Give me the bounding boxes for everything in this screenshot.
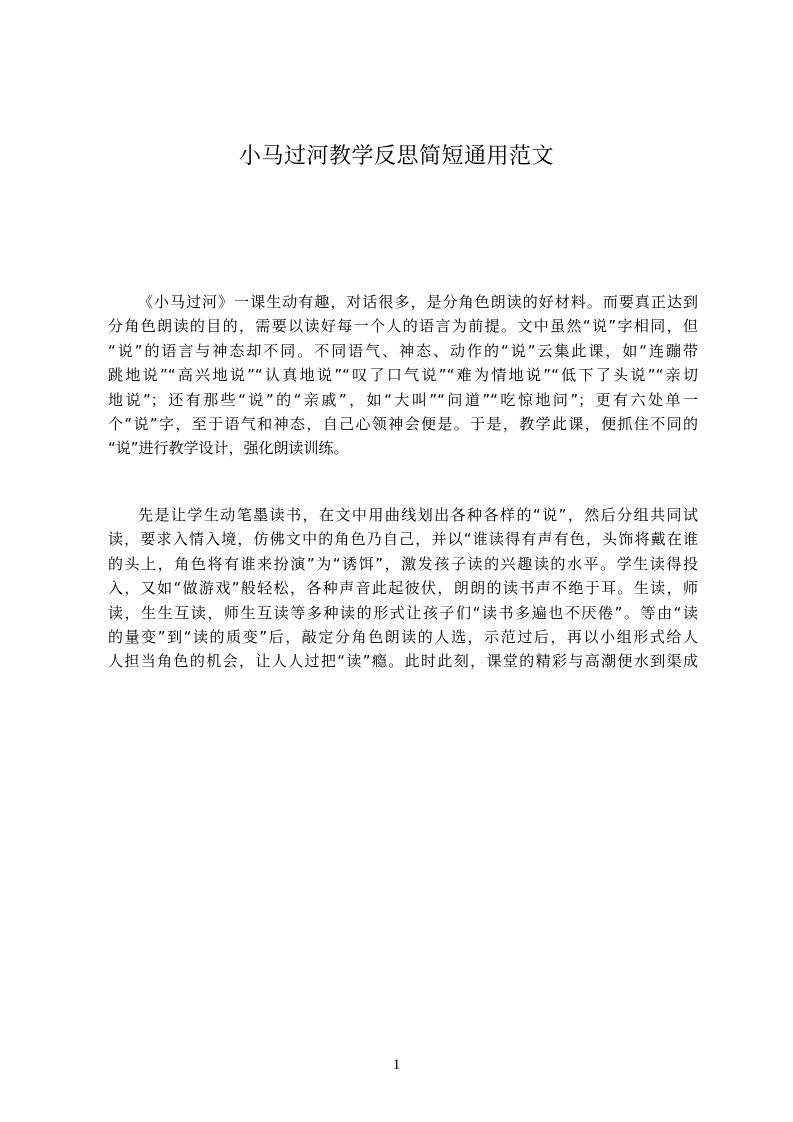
paragraph-line: 先是让学生动笔墨读书，在文中用曲线划出各种各样的“说”，然后分组共同试 xyxy=(138,506,698,524)
paragraph-line: 的头上，角色将有谁来扮演”为“诱饵”，激发孩子读的兴趣读的水平。学生读得投 xyxy=(108,554,698,573)
paragraph-line: “说”的语言与神态却不同。不同语气、神态、动作的“说”云集此课，如“连蹦带 xyxy=(108,341,698,360)
paragraph-line: 入，又如“做游戏”般轻松，各种声音此起彼伏，朗朗的读书声不绝于耳。生读，师 xyxy=(108,579,698,598)
paragraph-line: 读，要求入情入境，仿佛文中的角色乃自己，并以“谁读得有声有色，头饰将戴在谁 xyxy=(108,530,698,549)
paragraph-line: 读，生生互读，师生互读等多种读的形式让孩子们“读书多遍也不厌倦”。等由“读 xyxy=(108,603,698,622)
paragraph-line: 地说”；还有那些“说”的“亲戚”，如“大叫”“问道”“吃惊地问”；更有六处单一 xyxy=(108,390,698,409)
paragraph-line: 分角色朗读的目的，需要以读好每一个人的语言为前提。文中虽然“说”字相同，但 xyxy=(108,317,698,336)
page-number: 1 xyxy=(392,1057,401,1073)
paragraph-line: 个“说”字，至于语气和神态，自己心领神会便是。于是，教学此课，便抓住不同的 xyxy=(108,414,698,433)
paragraph-2 xyxy=(108,503,698,674)
paragraph-line: 的量变”到“读的质变”后，敲定分角色朗读的人选，示范过后，再以小组形式给人 xyxy=(108,627,698,646)
paragraph-line: “说”进行教学设计，强化朗读训练。 xyxy=(108,439,349,458)
document-title: 小马过河教学反思简短通用范文 xyxy=(238,144,554,169)
paragraph-1 xyxy=(108,290,698,461)
paragraph-line: 人担当角色的机会，让人人过把“读”瘾。此时此刻，课堂的精彩与高潮便水到渠成 xyxy=(108,652,698,671)
paragraph-line: 《小马过河》一课生动有趣，对话很多，是分角色朗读的好材料。而要真正达到 xyxy=(138,293,698,311)
paragraph-line: 跳地说”“高兴地说”“认真地说”“叹了口气说”“难为情地说”“低下了头说”“亲切 xyxy=(108,366,698,385)
